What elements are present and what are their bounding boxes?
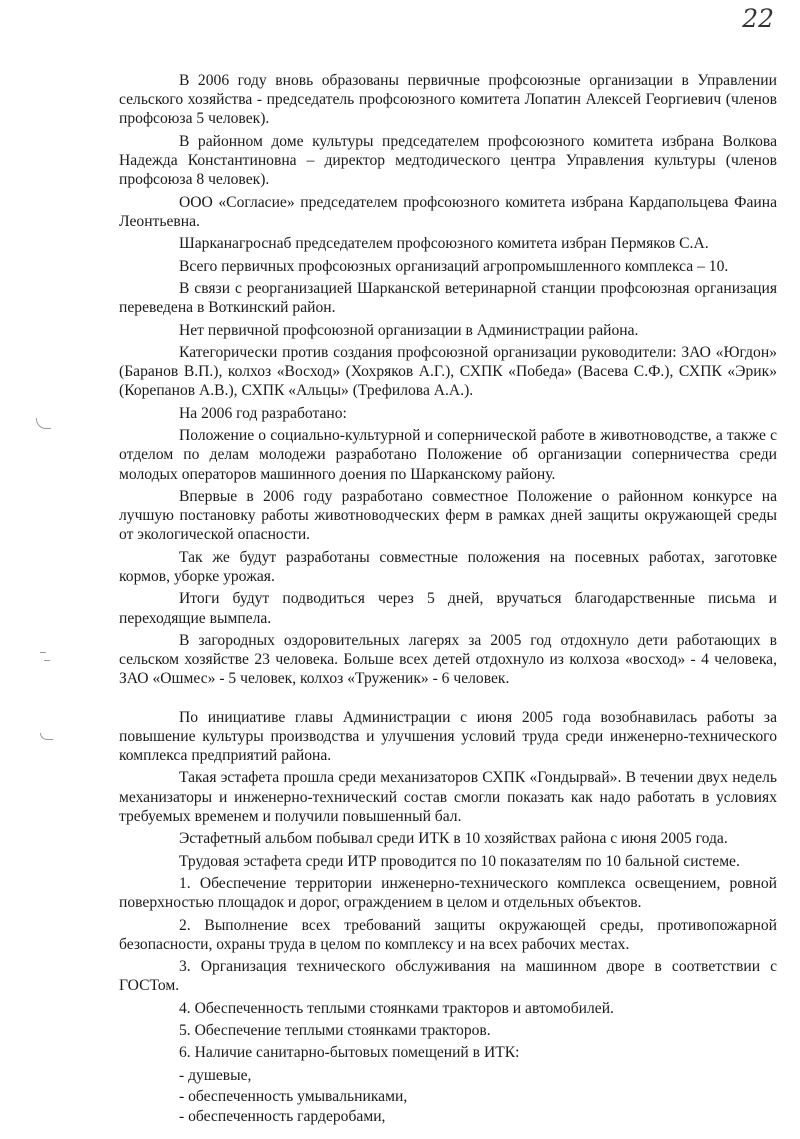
list-item: 5. Обеспечение теплыми стоянками тракторов. bbox=[179, 1022, 491, 1040]
paragraph: Категорически против создания профсоюзной организации руководители: ЗАО «Югдон» (Баранов В.П.), колхоз «Восход» (Хохряков А.Г.), СХПК «Победа» (Васева С.Ф.), СХПК «Эрик» (Корепанов А.В.), СХПК «Альцы» (Трефилова А.А.). bbox=[119, 343, 777, 400]
page-number: 22 bbox=[742, 4, 774, 33]
scan-margin-tick bbox=[44, 660, 50, 661]
scan-margin-mark bbox=[36, 418, 51, 429]
scan-margin-mark bbox=[40, 733, 53, 740]
document-body bbox=[119, 71, 777, 1128]
paragraph: Шарканагроснаб председателем профсоюзного комитета избран Пермяков С.А. bbox=[179, 235, 709, 253]
paragraph: ООО «Согласие» председателем профсоюзного комитета избрана Кардапольцева Фаина Леонтьевна. bbox=[119, 193, 777, 230]
dash-item: - обеспеченность умывальниками, bbox=[179, 1087, 408, 1105]
paragraph: Такая эстафета прошла среди механизаторов СХПК «Гондырвай». В течении двух недель механизаторы и инженерно-технический состав смогли показать как надо работать в условиях требуемых временем и получили повышенный бал. bbox=[119, 769, 777, 825]
scan-margin-tick bbox=[40, 652, 46, 653]
list-item: 2. Выполнение всех требований защиты окружающей среды, противопожарной безопасности, охраны труда в целом по комплексу и на всех рабочих местах. bbox=[119, 916, 777, 953]
paragraph: Итоги будут подводиться через 5 дней, вручаться благодарственные письма и переходящие вымпела. bbox=[119, 590, 777, 627]
paragraph: Положение о социально-культурной и сопернической работе в животноводстве, а также с отделом по делам молодежи разработано Положение об организации соперничества среди молодых операторов машинного доения по Шарканскому району. bbox=[119, 427, 777, 483]
paragraph: Впервые в 2006 году разработано совместное Положение о районном конкурсе на лучшую постановку работы животноводческих ферм в рамках дней защиты окружающей среды от экологической опасности. bbox=[119, 487, 777, 544]
paragraph: По инициативе главы Администрации с июня 2005 года возобнавилась работы за повышение культуры производства и улучшения условий труда среди инженерно-технического комплекса предприятий района. bbox=[119, 708, 777, 764]
dash-item: - душевые, bbox=[179, 1066, 252, 1084]
paragraph: В связи с реорганизацией Шарканской ветеринарной станции профсоюзная организация переведена в Воткинский район. bbox=[119, 279, 777, 317]
list-item: 1. Обеспечение территории инженерно-технического комплекса освещением, ровной поверхностью площадок и дорог, ограждением в целом и отдельных объектов. bbox=[119, 874, 777, 912]
paragraph: Нет первичной профсоюзной организации в Администрации района. bbox=[179, 321, 639, 339]
paragraph: В загородных оздоровительных лагерях за 2005 год отдохнуло дети работающих в сельском хозяйстве 23 человека. Больше всех детей отдохнуло из колхоза «восход» - 4 человека, ЗАО «Ошмес» - 5 человек, колхоз «Труженик» - 6 человек. bbox=[119, 631, 777, 688]
paragraph: На 2006 год разработано: bbox=[179, 404, 347, 422]
list-item: 3. Организация технического обслуживания на машинном дворе в соответствии с ГОСТом. bbox=[119, 958, 777, 995]
list-item: 6. Наличие санитарно-бытовых помещений в ИТК: bbox=[179, 1044, 520, 1062]
paragraph: В 2006 году вновь образованы первичные профсоюзные организации в Управлении сельского хозяйства - председатель профсоюзного комитета Лопатин Алексей Георгиевич (членов профсоюза 5 человек). bbox=[119, 72, 777, 128]
paragraph: Эстафетный альбом побывал среди ИТК в 10 хозяйствах района с июня 2005 года. bbox=[179, 830, 728, 848]
paragraph: Так же будут разработаны совместные положения на посевных работах, заготовке кормов, уборке урожая. bbox=[119, 548, 777, 585]
list-item: 4. Обеспеченность теплыми стоянками тракторов и автомобилей. bbox=[179, 999, 614, 1017]
paragraph: В районном доме культуры председателем профсоюзного комитета избрана Волкова Надежда Константиновна – директор медтодического центра Управления культуры (членов профсоюза 8 человек). bbox=[119, 132, 777, 189]
paragraph: Трудовая эстафета среди ИТР проводится по 10 показателям по 10 бальной системе. bbox=[179, 852, 740, 870]
dash-item: - обеспеченность гардеробами, bbox=[179, 1108, 386, 1126]
paragraph: Всего первичных профсоюзных организаций агропромышленного комплекса – 10. bbox=[179, 257, 729, 275]
